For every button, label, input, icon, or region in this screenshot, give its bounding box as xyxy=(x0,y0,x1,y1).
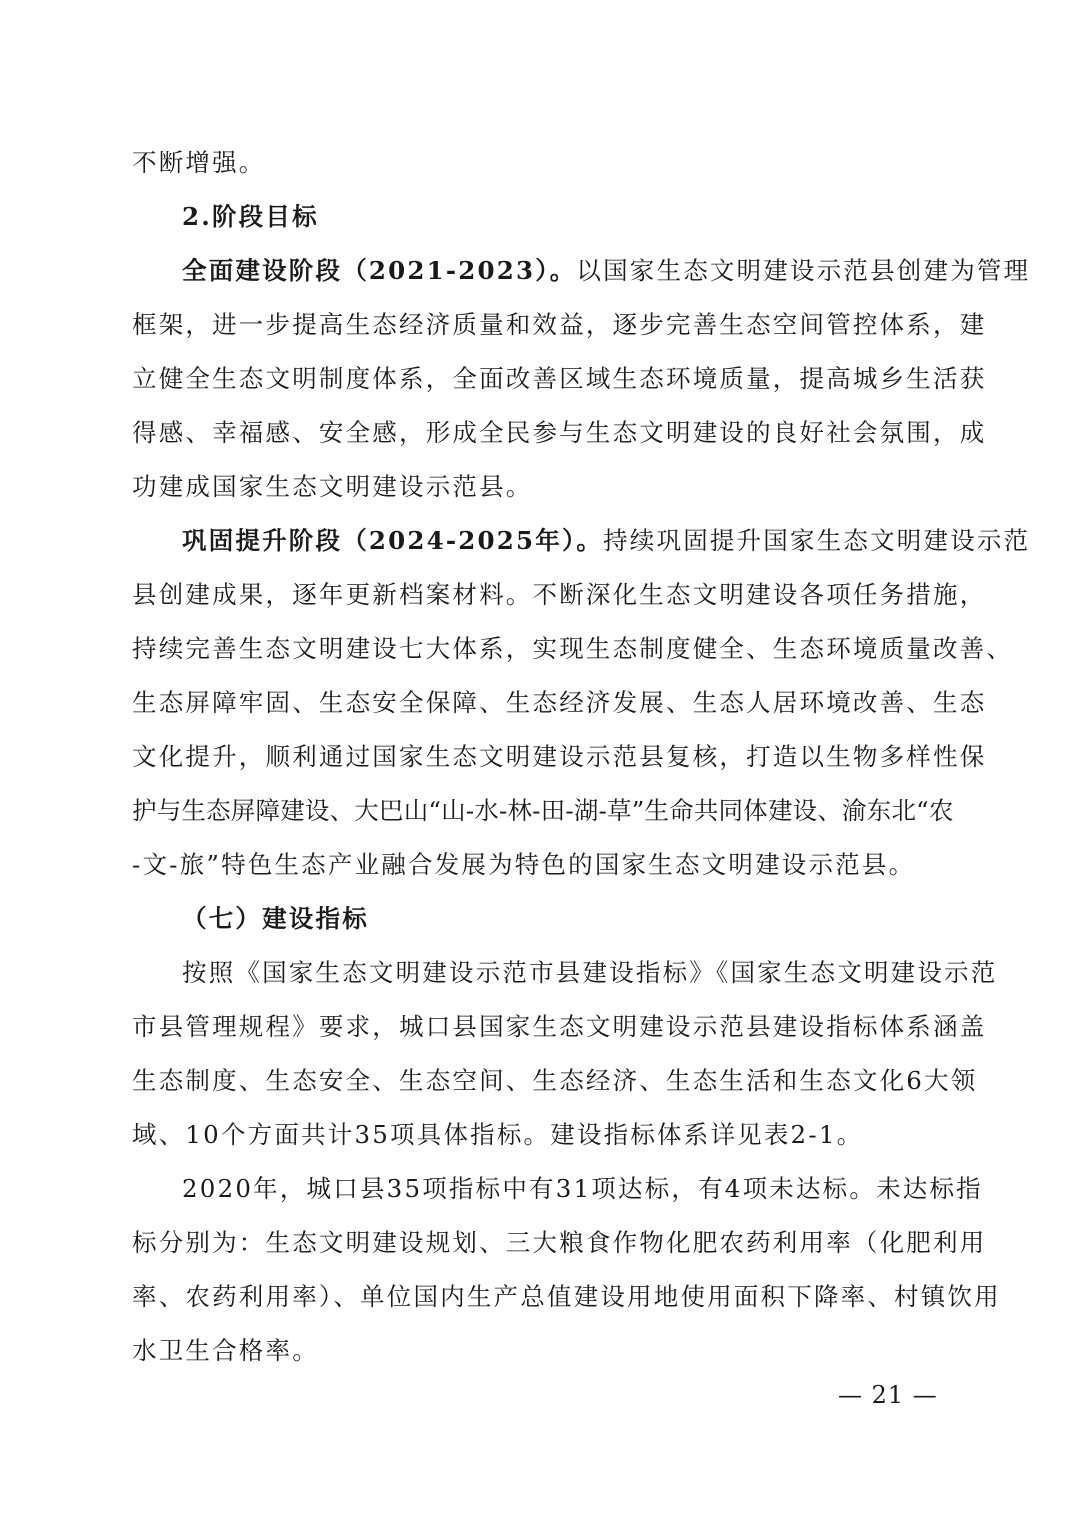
paragraph-line: 得感、幸福感、安全感，形成全民参与生态文明建设的良好社会氛围，成 xyxy=(132,418,987,447)
paragraph-text: 持续巩固提升国家生态文明建设示范 xyxy=(603,526,1031,555)
stage-heading: 巩固提升阶段（2024-2025年）。 xyxy=(182,526,604,555)
paragraph-line: 生态屏障牢固、生态安全保障、生态经济发展、生态人居环境改善、生态 xyxy=(132,688,987,717)
paragraph-line: 持续完善生态文明建设七大体系，实现生态制度健全、生态环境质量改善、 xyxy=(132,634,1014,663)
paragraph-line: 市县管理规程》要求，城口县国家生态文明建设示范县建设指标体系涵盖 xyxy=(132,1012,987,1041)
paragraph-line: 县创建成果，逐年更新档案材料。不断深化生态文明建设各项任务措施， xyxy=(132,580,987,609)
paragraph-line: 水卫生合格率。 xyxy=(132,1336,319,1365)
paragraph-line: 域、10个方面共计35项具体指标。建设指标体系详见表2-1。 xyxy=(132,1120,864,1149)
paragraph-line: 框架，进一步提高生态经济质量和效益，逐步完善生态空间管控体系，建 xyxy=(132,310,987,339)
paragraph-line: 立健全生态文明制度体系，全面改善区域生态环境质量，提高城乡生活获 xyxy=(132,364,987,393)
section-subheading: 2.阶段目标 xyxy=(182,202,319,231)
paragraph-line: 2020年，城口县35项指标中有31项达标，有4项未达标。未达标指 xyxy=(182,1174,983,1203)
page-number: — 21 — xyxy=(838,1381,938,1409)
paragraph-line: 护与生态屏障建设、大巴山“山-水-林-田-湖-草”生命共同体建设、渝东北“农 xyxy=(132,796,954,825)
paragraph-line: -文-旅”特色生态产业融合发展为特色的国家生态文明建设示范县。 xyxy=(132,850,916,879)
section-heading: （七）建设指标 xyxy=(182,904,369,933)
paragraph-line: 功建成国家生态文明建设示范县。 xyxy=(132,472,533,501)
paragraph-line xyxy=(182,526,1031,556)
paragraph-text: 以国家生态文明建设示范县创建为管理 xyxy=(576,256,1031,285)
paragraph-line: 按照《国家生态文明建设示范市县建设指标》《国家生态文明建设示范 xyxy=(182,958,998,987)
paragraph-line: 标分别为：生态文明建设规划、三大粮食作物化肥农药利用率（化肥利用 xyxy=(132,1228,987,1257)
paragraph-line: 率、农药利用率）、单位国内生产总值建设用地使用面积下降率、村镇饮用 xyxy=(132,1282,1001,1311)
paragraph-line: 文化提升，顺利通过国家生态文明建设示范县复核，打造以生物多样性保 xyxy=(132,742,987,771)
stage-heading: 全面建设阶段（2021-2023）。 xyxy=(182,256,577,285)
paragraph-line xyxy=(182,256,1031,286)
paragraph-line: 不断增强。 xyxy=(132,148,266,177)
paragraph-line: 生态制度、生态安全、生态空间、生态经济、生态生活和生态文化6大领 xyxy=(132,1066,978,1095)
